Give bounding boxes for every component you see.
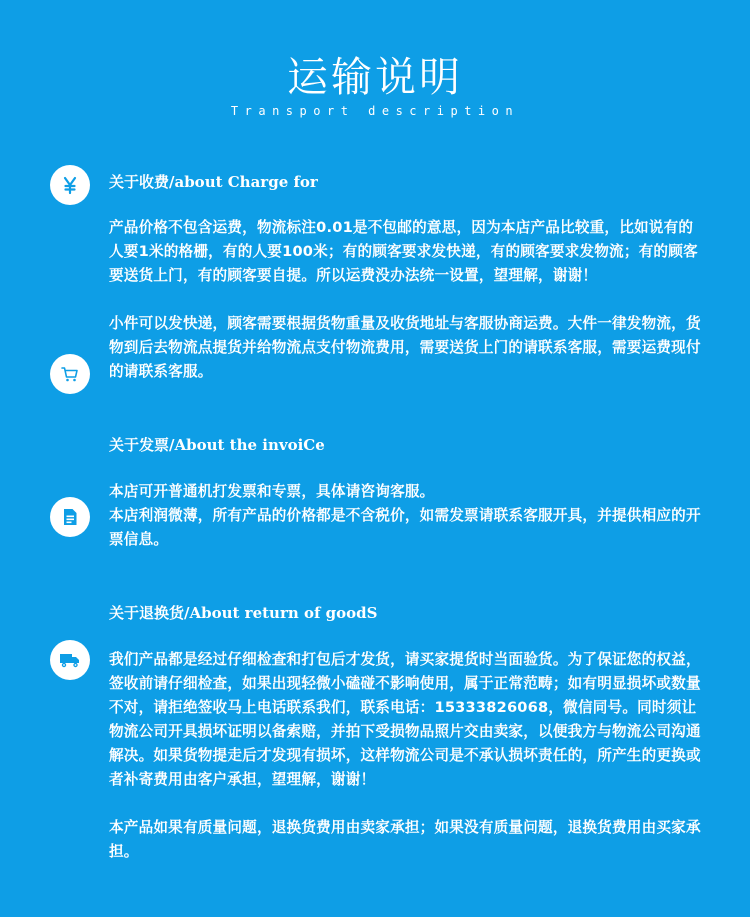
charge-paragraph-1: 产品价格不包含运费，物流标注0.01是不包邮的意思，因为本店产品比较重，比如说有的人要1米的格栅，有的人要100米；有的顾客要求发快递，有的顾客要求发物流；有的顾客要送货上门，有的顾客要自提。所以运费没办法统一设置，望理解，谢谢！ — [109, 219, 698, 284]
shopping-cart-icon — [50, 354, 90, 394]
invoice-paragraph: 本店可开普通机打发票和专票，具体请咨询客服。 本店利润微薄，所有产品的价格都是不含税价，如需发票请联系客服开具，并提供相应的开票信息。 — [109, 483, 701, 548]
section-heading-charge: 关于收费/about Charge for — [109, 173, 318, 191]
yen-icon — [50, 165, 90, 205]
returns-paragraph-2: 本产品如果有质量问题，退换货费用由卖家承担；如果没有质量问题，退换货费用由买家承担。 — [109, 819, 701, 860]
section-heading-returns: 关于退换货/About return of goodS — [109, 604, 378, 622]
charge-paragraph-2: 小件可以发快递，顾客需要根据货物重量及收货地址与客服协商运费。大件一律发物流，货物到后去物流点提货并给物流点支付物流费用，需要送货上门的请联系客服，需要运费现付的请联系客服。 — [109, 315, 701, 380]
section-heading-invoice: 关于发票/About the invoiCe — [109, 436, 325, 454]
page-title: 运输说明 — [287, 53, 463, 101]
truck-icon — [50, 640, 90, 680]
returns-paragraph-1: 我们产品都是经过仔细检查和打包后才发货，请买家提货时当面验货。为了保证您的权益，签收前请仔细检查，如果出现轻微小磕碰不影响使用，属于正常范畴；如有明显损坏或数量不对，请拒绝签收马上电话联系我们，联系电话：15333826068，微信同号。同时须让物流公司开具损坏证明以备索赔，并拍下受损物品照片交由卖家，以便我方与物流公司沟通解决。如果货物提走后才发现有损坏，这样物流公司是不承认损坏责任的，所产生的更换或者补寄费用由客户承担，望理解，谢谢！ — [109, 651, 701, 788]
page-subtitle: Transport description — [230, 104, 520, 118]
document-icon — [50, 497, 90, 537]
